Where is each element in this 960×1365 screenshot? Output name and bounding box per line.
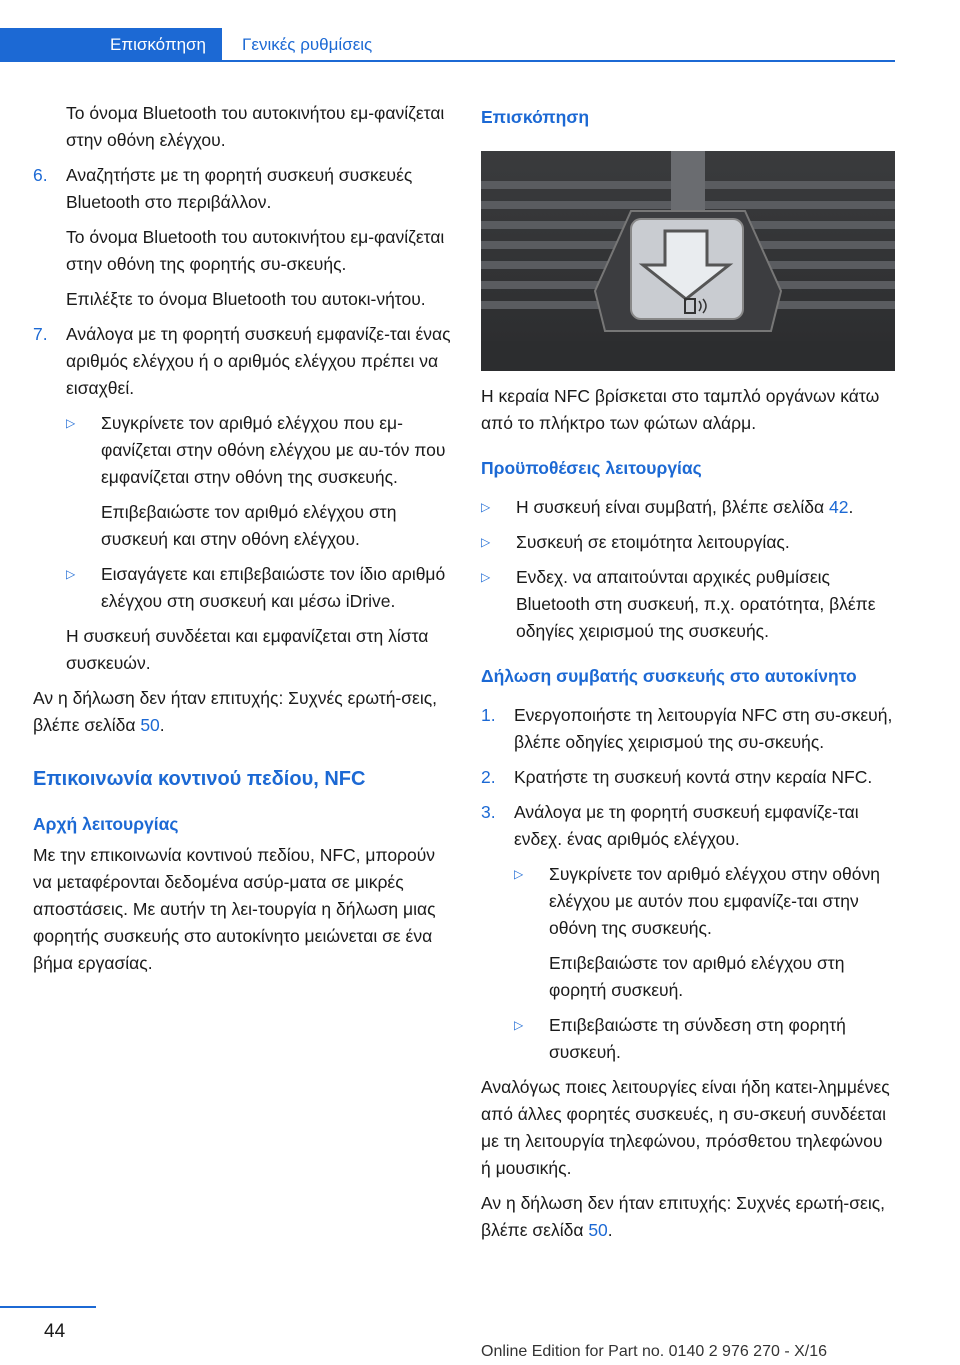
- footer-divider: [0, 1306, 96, 1308]
- bullet-text: Συσκευή σε ετοιμότητα λειτουργίας.: [516, 532, 790, 552]
- bullet-arrow-icon: ▷: [481, 570, 491, 584]
- bullet-item: [33, 561, 451, 615]
- bullet-text: Ενδεχ. να απαιτούνται αρχικές ρυθμίσεις Bluetooth στη συσκευή, π.χ. ορατότητα, βλέπε οδηγίες χειρισμού της συσκευής.: [516, 567, 876, 641]
- nfc-antenna-photo: [481, 151, 895, 371]
- subsection-title-principle: Αρχή λειτουργίας: [33, 814, 179, 834]
- subsection-title-register: Δήλωση συμβατής συσκευής στο αυτοκίνητο: [481, 666, 857, 686]
- step-text: Ανάλογα με τη φορητή συσκευή εμφανίζε‐ται ενδεχ. ένας αριθμός ελέγχου.: [514, 802, 859, 849]
- bullet-arrow-icon: ▷: [514, 867, 524, 881]
- bullet-paragraph: Επιβεβαιώστε τον αριθμό ελέγχου στη συσκευή και στην οθόνη ελέγχου.: [101, 502, 397, 549]
- bullet-arrow-icon: ▷: [66, 567, 76, 581]
- bullet-text: Η συσκευή είναι συμβατή, βλέπε σελίδα 42.: [516, 497, 854, 517]
- page-link-50[interactable]: 50: [140, 715, 160, 735]
- functions-paragraph: Αναλόγως ποιες λειτουργίες είναι ήδη κατει‐λημμένες από άλλες φορητές συσκευές, η συ‐σκευή συνδέεται με τη λειτουργία τηλεφώνου, πρόσθετου τηλεφώνου ή μουσικής.: [481, 1077, 890, 1178]
- section-title-nfc: Επικοινωνία κοντινού πεδίου, NFC: [33, 768, 366, 790]
- subsection-title-overview: Επισκόπηση: [481, 107, 590, 127]
- bullet-item: [481, 564, 895, 645]
- figure-caption: Η κεραία NFC βρίσκεται στο ταμπλό οργάνων κάτω από το πλήκτρο των φώτων αλάρμ.: [481, 386, 880, 433]
- step-number: 3.: [481, 802, 496, 822]
- step-number: 7.: [33, 324, 48, 344]
- edition-text: Online Edition for Part no. 0140 2 976 270 - X/16: [481, 1343, 828, 1360]
- bullet-text: Συγκρίνετε τον αριθμό ελέγχου στην οθόνη ελέγχου με αυτόν που εμφανίζε‐ται στην οθόνη της συσκευής.: [549, 864, 880, 938]
- step-1: [481, 702, 895, 756]
- left-column: [33, 100, 451, 985]
- tab-overview-label: Επισκόπηση: [110, 34, 206, 54]
- step-6-paragraph-3: Επιλέξτε το όνομα Bluetooth του αυτοκι‐νήτου.: [66, 289, 426, 309]
- bullet-arrow-icon: ▷: [481, 535, 491, 549]
- bullet-item: [481, 529, 895, 556]
- bullet-text: Εισαγάγετε και επιβεβαιώστε τον ίδιο αριθμό ελέγχου στη συσκευή και μέσω iDrive.: [101, 564, 446, 611]
- nfc-description: Με την επικοινωνία κοντινού πεδίου, NFC, μπορούν να μεταφέρονται δεδομένα ασύρ‐ματα σε μικρές αποστάσεις. Με αυτήν τη λει‐τουργία η δήλωση μιας φορητής συσκευής στο αυτοκίνητο μειώνεται σε ένα βήμα εργασίας.: [33, 845, 436, 973]
- tab-overview[interactable]: [0, 28, 222, 60]
- failure-paragraph: Αν η δήλωση δεν ήταν επιτυχής: Συχνές ερωτή‐σεις, βλέπε σελίδα 50.: [481, 1193, 886, 1240]
- failure-text: Αν η δήλωση δεν ήταν επιτυχής: Συχνές ερωτή‐σεις, βλέπε σελίδα: [33, 688, 438, 735]
- failure-paragraph: Αν η δήλωση δεν ήταν επιτυχής: Συχνές ερωτή‐σεις, βλέπε σελίδα 50.: [33, 688, 438, 735]
- bullet-item: [481, 1012, 895, 1066]
- step-text: Ενεργοποιήστε τη λειτουργία NFC στη συ‐σκευή, βλέπε οδηγίες χειρισμού της συ‐σκευής.: [514, 705, 893, 752]
- page-link-50[interactable]: 50: [588, 1220, 608, 1240]
- page-number: 44: [44, 1321, 66, 1342]
- bullet-item: [481, 494, 895, 521]
- tab-general-settings[interactable]: [242, 28, 372, 60]
- bullet-item: [33, 410, 451, 491]
- tab-general-settings-label: Γενικές ρυθμίσεις: [242, 34, 373, 54]
- bullet-text: Συγκρίνετε τον αριθμό ελέγχου που εμ‐φανίζεται στην οθόνη ελέγχου με αυ‐τόν που εμφανίζεται στην οθόνη της συσκευής.: [101, 413, 446, 487]
- step-2: [481, 764, 895, 791]
- prereq-compatible-text: Η συσκευή είναι συμβατή, βλέπε σελίδα: [516, 497, 830, 517]
- failure-text: Αν η δήλωση δεν ήταν επιτυχής: Συχνές ερωτή‐σεις, βλέπε σελίδα: [481, 1193, 886, 1240]
- step-number: 2.: [481, 767, 496, 787]
- header-divider: [0, 60, 895, 62]
- step-number: 1.: [481, 705, 496, 725]
- step-3: [481, 799, 895, 853]
- bullet-paragraph: Επιβεβαιώστε τον αριθμό ελέγχου στη φορητή συσκευή.: [549, 953, 845, 1000]
- step-6: [33, 162, 451, 216]
- step-6-paragraph-2: Το όνομα Bluetooth του αυτοκινήτου εμ‐φανίζεται στην οθόνη της φορητής συ‐σκευής.: [66, 227, 445, 274]
- device-connected-paragraph: Η συσκευή συνδέεται και εμφανίζεται στη λίστα συσκευών.: [66, 626, 429, 673]
- right-column: [481, 100, 895, 1252]
- step-text: Αναζητήστε με τη φορητή συσκευή συσκευές Bluetooth στο περιβάλλον.: [66, 165, 413, 212]
- bluetooth-name-paragraph: Το όνομα Bluetooth του αυτοκινήτου εμ‐φανίζεται στην οθόνη ελέγχου.: [66, 103, 445, 150]
- bullet-arrow-icon: ▷: [514, 1018, 524, 1032]
- step-text: Ανάλογα με τη φορητή συσκευή εμφανίζε‐ται ένας αριθμός ελέγχου ή ο αριθμός ελέγχου πρέπει να εισαχθεί.: [66, 324, 451, 398]
- bullet-arrow-icon: ▷: [481, 500, 491, 514]
- bullet-item: [481, 861, 895, 942]
- step-7: [33, 321, 451, 402]
- subsection-title-prerequisites: Προϋποθέσεις λειτουργίας: [481, 458, 702, 478]
- page-link-42[interactable]: 42: [829, 497, 849, 517]
- dashboard-illustration: [481, 151, 895, 371]
- bullet-arrow-icon: ▷: [66, 416, 76, 430]
- bullet-text: Επιβεβαιώστε τη σύνδεση στη φορητή συσκευή.: [549, 1015, 846, 1062]
- step-text: Κρατήστε τη συσκευή κοντά στην κεραία NFC.: [514, 767, 873, 787]
- step-number: 6.: [33, 165, 48, 185]
